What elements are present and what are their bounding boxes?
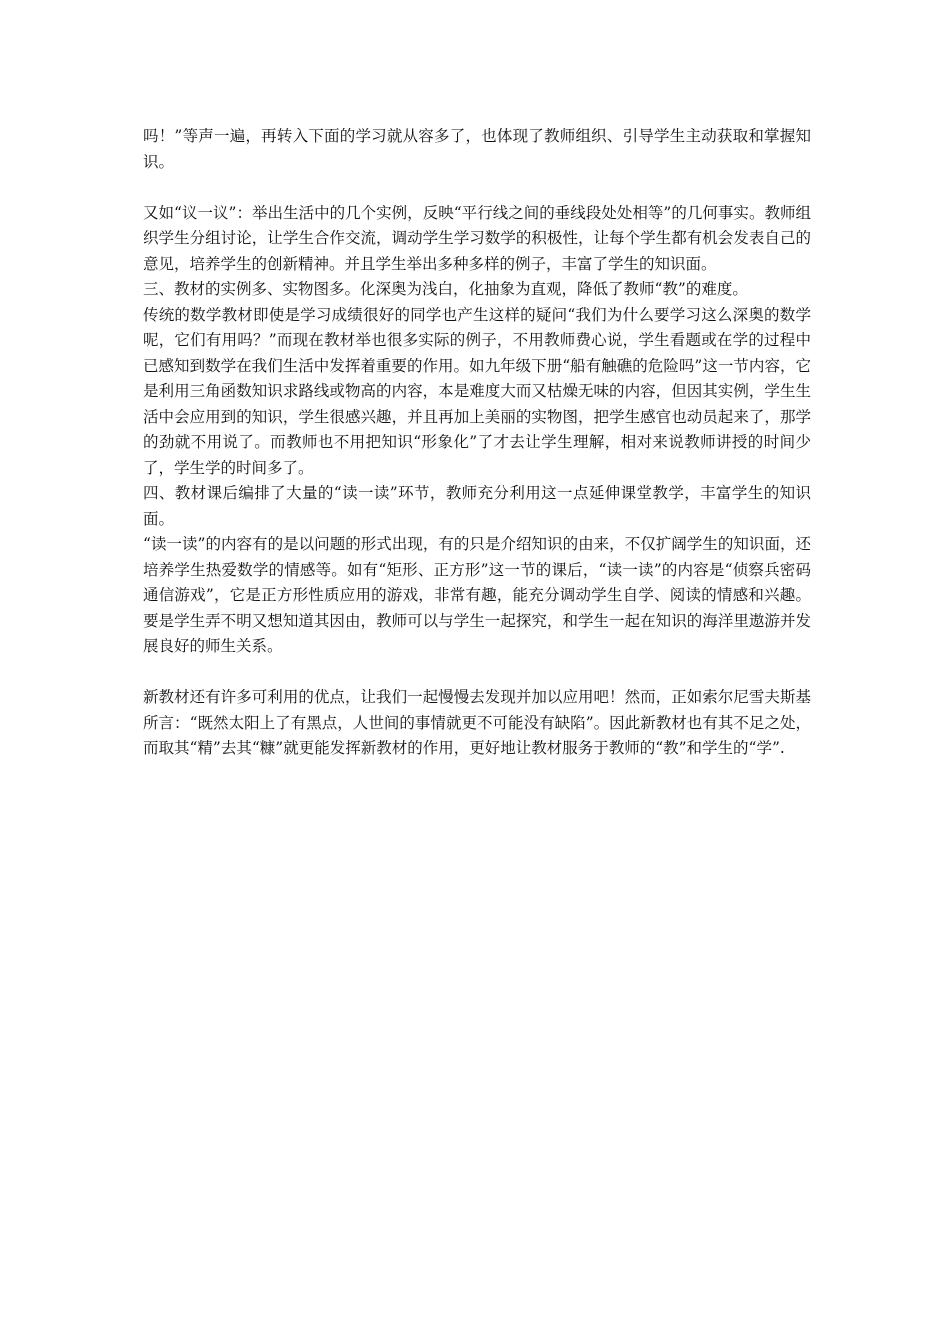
paragraph-intro-continuation: 吗！”等声一遍，再转入下面的学习就从容多了，也体现了教师组织、引导学生主动获取和掌握知识。 xyxy=(143,127,811,171)
paragraph-section-three-body: 传统的数学教材即使是学习成绩很好的同学也产生这样的疑问“我们为什么要学习这么深奥的数学呢，它们有用吗？”而现在教材举也很多实际的例子，不用教师费心说，学生看题或在学的过程中已感知到数学在我们生活中发挥着重要的作用。如九年级下册“船有触礁的危险吗”这一节内容，它是利用三角函数知识求路线或物高的内容，本是难度大而又枯燥无味的内容，但因其实例，学生生活中会应用到的知识，学生很感兴趣，并且再加上美丽的实物图，把学生感官也动员起来了，那学的劲就不用说了。而教师也不用把知识“形象化”了才去让学生理解，相对来说教师讲授的时间少了，学生学的时间多了。 xyxy=(143,305,811,477)
paragraph-section-three-heading: 三、教材的实例多、实物图多。化深奥为浅白，化抽象为直观，降低了教师“教”的难度。 xyxy=(143,280,748,298)
paragraph-section-four-heading: 四、教材课后编排了大量的“读一读”环节，教师充分利用这一点延伸课堂教学，丰富学生的知识面。 xyxy=(143,484,811,528)
paragraph-spacer xyxy=(143,175,811,201)
paragraph-spacer xyxy=(143,660,811,686)
paragraph-section-four-body: “读一读”的内容有的是以问题的形式出现，有的只是介绍知识的由来，不仅扩阔学生的知识面，还培养学生热爱数学的情感等。如有“矩形、正方形”这一节的课后，“读一读”的内容是“侦察兵密码通信游戏”，它是正方形性质应用的游戏，非常有趣，能充分调动学生自学、阅读的情感和兴趣。要是学生弄不明又想知道其因由，教师可以与学生一起探究，和学生一起在知识的海洋里遨游并发展良好的师生关系。 xyxy=(143,535,811,655)
paragraph-discussion-example: 又如“议一议”：举出生活中的几个实例，反映“平行线之间的垂线段处处相等”的几何事实。教师组织学生分组讨论，让学生合作交流，调动学生学习数学的积极性，让每个学生都有机会发表自己的意见，培养学生的创新精神。并且学生举出多种多样的例子，丰富了学生的知识面。 xyxy=(143,203,811,273)
paragraph-conclusion: 新教材还有许多可利用的优点，让我们一起慢慢去发现并加以应用吧！然而，正如索尔尼雪夫斯基所言：“既然太阳上了有黑点，人世间的事情就更不可能没有缺陷”。因此新教材也有其不足之处，而取其“精”去其“糠”就更能发挥新教材的作用，更好地让教材服务于教师的“教”和学生的“学”. xyxy=(143,688,811,757)
document-body xyxy=(143,124,811,762)
